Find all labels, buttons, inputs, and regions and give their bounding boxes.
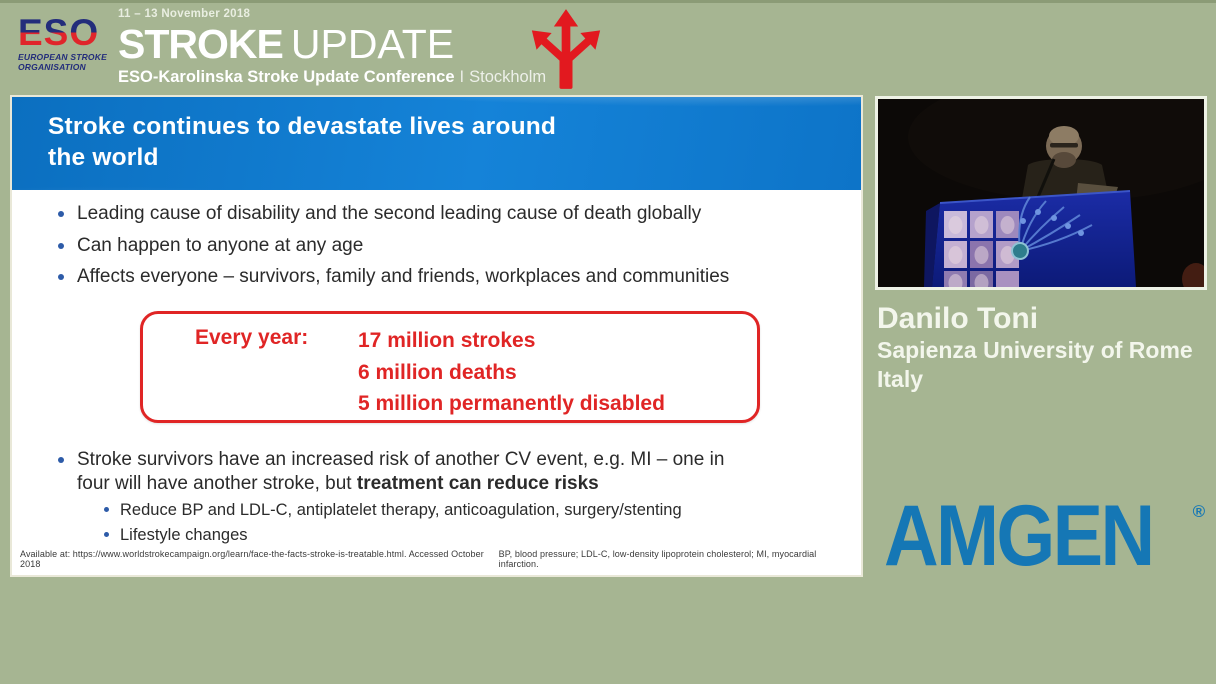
speaker-country: Italy	[877, 366, 924, 392]
bullet-item	[50, 266, 831, 288]
eso-logo	[18, 14, 118, 72]
bullet-item	[50, 203, 831, 225]
risk-bullet-line2	[77, 472, 831, 496]
conference-title-update: UPDATE	[290, 21, 455, 67]
amgen-logo	[884, 488, 1206, 584]
sub-bullet-list	[98, 501, 831, 544]
sub-bullet-text: Reduce BP and LDL-C, antiplatelet therapy, anticoagulation, surgery/stenting	[120, 501, 682, 519]
eso-logo-acronym: ESO	[18, 14, 118, 52]
bullet-icon	[58, 274, 64, 280]
conference-subtitle-separator: I	[459, 68, 465, 86]
conference-dates: 11 – 13 November 2018	[118, 8, 251, 20]
footnote-abbreviations: BP, blood pressure; LDL-C, low-density lipoprotein cholesterol; MI, myocardial infarction.	[498, 549, 817, 569]
bullet-icon	[104, 507, 109, 512]
risk-bullet-line2-regular: four will have another stroke, but	[77, 472, 357, 494]
eso-logo-caption-line2: ORGANISATION	[18, 62, 86, 72]
slide-bullet-list	[50, 203, 831, 288]
slide-title-line2: the world	[48, 144, 159, 171]
stat-deaths: 6 million deaths	[358, 360, 517, 384]
risk-bullet-line2-bold: treatment can reduce risks	[356, 472, 599, 494]
risk-bullet	[50, 448, 831, 495]
stat-disabled: 5 million permanently disabled	[358, 392, 665, 415]
sub-bullet-item	[98, 526, 831, 544]
stat-box-values	[358, 325, 665, 420]
slide-title-line1: Stroke continues to devastate lives around	[48, 113, 557, 140]
trident-arrows-icon	[527, 6, 605, 92]
page-top-edge	[0, 0, 1216, 3]
sub-bullet-item	[98, 501, 831, 519]
speaker-name: Danilo Toni	[877, 302, 1039, 335]
registered-trademark-icon: ®	[1192, 502, 1206, 521]
stat-box-label: Every year:	[195, 326, 309, 349]
presentation-slide	[10, 95, 863, 577]
bullet-item	[50, 235, 831, 257]
podium-hub-dot	[1012, 243, 1028, 259]
bullet-text: Leading cause of disability and the second leading cause of death globally	[77, 203, 702, 224]
podium	[924, 191, 1136, 287]
bullet-icon	[58, 243, 64, 249]
bullet-icon	[58, 457, 64, 463]
bullet-text: Can happen to anyone at any age	[77, 234, 364, 256]
slide-footnote	[20, 549, 853, 569]
bullet-icon	[104, 532, 109, 537]
slide-title	[48, 111, 841, 173]
bullet-icon	[58, 211, 64, 217]
conference-title-stroke: STROKE	[118, 21, 283, 67]
eso-logo-caption-line1: EUROPEAN STROKE	[18, 52, 107, 62]
conference-header	[118, 8, 546, 87]
slide-title-banner	[12, 97, 861, 190]
stat-strokes: 17 million strokes	[358, 329, 536, 352]
bullet-text: Affects everyone – survivors, family and friends, workplaces and communities	[77, 266, 730, 287]
risk-bullet-line1: Stroke survivors have an increased risk of another CV event, e.g. MI – one in	[77, 449, 725, 470]
conference-subtitle-name: ESO-Karolinska Stroke Update Conference	[118, 68, 455, 86]
conference-subtitle	[118, 68, 546, 87]
footnote-source: Available at: https://www.worldstrokecampaign.org/learn/face-the-facts-stroke-is-treatable.html. Accessed October 2018	[20, 549, 484, 569]
amgen-logo-text: AMGEN	[884, 488, 1153, 584]
sub-bullet-text: Lifestyle changes	[120, 526, 248, 544]
speaker-caption	[877, 301, 1193, 393]
risk-bullet-block	[50, 448, 831, 544]
speaker-affiliation: Sapienza University of Rome	[877, 337, 1193, 363]
slide-body	[12, 190, 861, 575]
every-year-stat-box	[140, 311, 760, 423]
podium-faces-grid	[944, 211, 1019, 287]
conference-title	[118, 21, 546, 68]
conference-subtitle-location: Stockholm	[469, 68, 547, 86]
speaker-video-scene	[878, 99, 1204, 287]
speaker-video-feed	[875, 96, 1207, 290]
